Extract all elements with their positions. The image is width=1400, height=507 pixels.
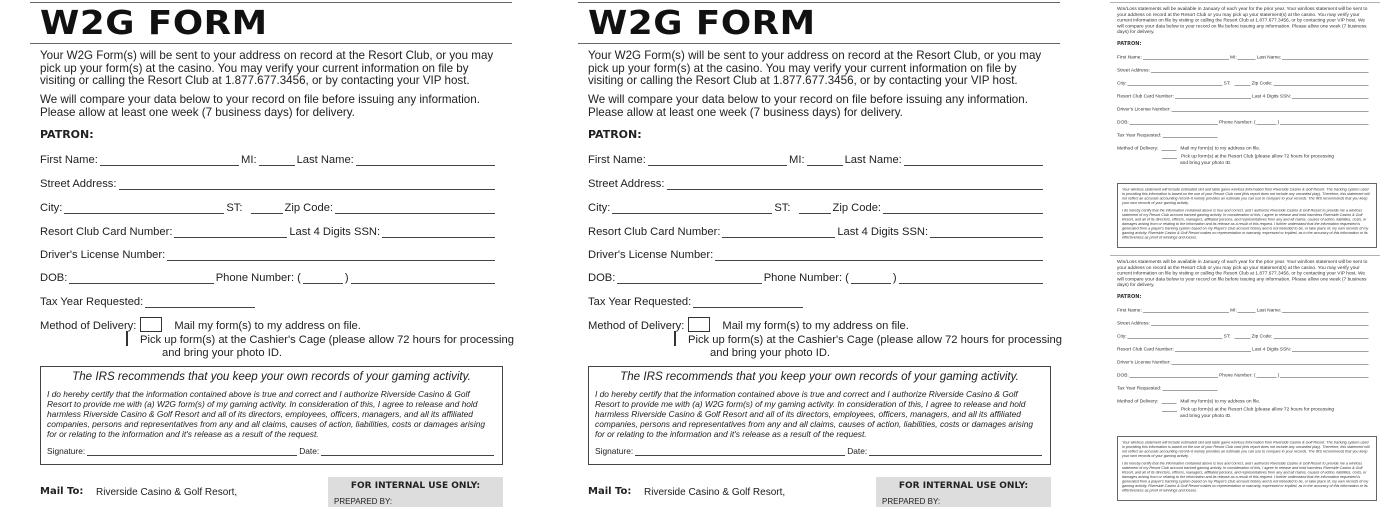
top-rule <box>1110 2 1380 3</box>
mail-to-label: Mail To: <box>40 486 84 497</box>
pickup-row <box>40 332 514 346</box>
patron-heading: PATRON: <box>1117 294 1142 300</box>
dob-label: DOB: <box>1117 119 1129 125</box>
zip-code-input[interactable] <box>1273 81 1368 86</box>
tax-year-label: Tax Year Requested: <box>588 296 692 308</box>
card-row <box>1117 93 1370 99</box>
signature-row <box>589 439 1050 456</box>
drivers-license-input[interactable] <box>1172 107 1369 112</box>
certification-text: I do hereby certify that the information contained above is true and correct and I authorize Riverside Casino & Golf Resort to provide me with (a) W2G form(s) of my gaming activity. In consideration of this, I agree to release and hold harmless Riverside Casino & Golf Resort and all of its directors, employees, officers, managers, and all its affiliated companies, persons and representatives from any and all claims, causes of action, liabilities, costs or damages arising for or relating to the information and it's release as a result of the request. <box>595 389 1034 439</box>
winloss-form-copy-1 <box>1110 0 1380 250</box>
tax-year-input[interactable] <box>1162 386 1217 391</box>
dob-label: DOB: <box>1117 372 1129 378</box>
first-name-input[interactable] <box>100 156 239 166</box>
city-row <box>1117 333 1370 339</box>
compare-line-2: Please allow at least one week (7 business days) for delivery. <box>40 105 355 119</box>
delivery-row <box>40 318 497 332</box>
street-address-input[interactable] <box>119 180 496 190</box>
street-row <box>588 176 1045 190</box>
mail-delivery-checkbox[interactable] <box>1161 399 1176 404</box>
mi-input[interactable] <box>259 156 295 166</box>
name-row <box>1117 307 1370 313</box>
mi-label: MI: <box>1230 307 1237 313</box>
last-name-label: Last Name: <box>1256 307 1282 313</box>
disclaimer-text: Your win/loss statement will include estimated slot and table game win/loss information from Riverside Casino & Golf Resort. The tracking system used in providing this information is based on the use of your Resort Club card (this report does not include any uncarded play). Therefore, this statement will not reflect an accurate accounting record–it merely provides an estimate you can use to compare to your records. The IRS recommends that you keep your own records of your gaming activity. <box>1122 187 1370 205</box>
pickup-row-2 <box>1117 160 1370 166</box>
street-row <box>40 176 497 190</box>
phone-close-label: ) <box>344 272 349 284</box>
compare-line-2: Please allow at least one week (7 business days) for delivery. <box>588 105 903 119</box>
tax-year-label: Tax Year Requested: <box>1117 132 1162 138</box>
resort-club-card-label: Resort Club Card Number: <box>1117 93 1174 99</box>
name-row <box>588 152 1045 166</box>
mail-address: Riverside Casino & Golf Resort, <box>96 487 238 498</box>
street-address-input[interactable] <box>1151 321 1369 326</box>
tax-year-row <box>588 294 1045 308</box>
internal-use-heading: FOR INTERNAL USE ONLY: <box>350 481 481 491</box>
certification-box <box>588 366 1051 465</box>
city-label: City: <box>588 202 611 214</box>
mail-delivery-checkbox[interactable] <box>688 317 710 332</box>
mi-label: MI: <box>241 154 257 166</box>
date-input[interactable] <box>869 448 1042 456</box>
delivery-row <box>588 318 1045 332</box>
delivery-row <box>1117 398 1370 404</box>
w2g-form-copy-2 <box>578 0 1062 506</box>
compare-line-1: We will compare your data below to your record on file before issuing any information. <box>40 93 480 106</box>
phone-close-label: ) <box>1277 119 1280 125</box>
mi-input[interactable] <box>1238 308 1256 313</box>
mail-delivery-label: Mail my form(s) to my address on file. <box>174 320 361 332</box>
prepared-by-label: PREPARED BY: <box>882 497 941 506</box>
phone-label: Phone Number: ( <box>1219 372 1256 378</box>
pickup-row-2 <box>588 345 1045 359</box>
first-name-input[interactable] <box>1143 308 1229 313</box>
winloss-form-copy-2 <box>1110 253 1380 503</box>
resort-club-card-input[interactable] <box>1175 347 1251 352</box>
city-label: City: <box>40 202 63 214</box>
city-input[interactable] <box>1128 334 1223 339</box>
dob-row <box>40 270 497 284</box>
compare-text <box>588 94 1053 119</box>
drivers-license-label: Driver's License Number: <box>1117 106 1171 112</box>
first-name-input[interactable] <box>648 156 787 166</box>
st-input[interactable] <box>1235 334 1251 339</box>
mail-delivery-checkbox[interactable] <box>1161 146 1176 151</box>
drivers-license-input[interactable] <box>715 251 1043 261</box>
disclaimer-text: Your win/loss statement will include estimated slot and table game win/loss information from Riverside Casino & Golf Resort. The tracking system used in providing this information is based on the use of your Resort Club card (this report does not include any uncarded play). Therefore, this statement will not reflect an accurate accounting record–it merely provides an estimate you can use to compare to your records. The IRS recommends that you keep your own records of your gaming activity. <box>1122 440 1370 458</box>
phone-input[interactable] <box>1277 119 1368 125</box>
phone-close-label: ) <box>892 272 897 284</box>
delivery-label: Method of Delivery: <box>588 320 685 332</box>
license-row <box>40 247 497 261</box>
dob-input[interactable] <box>617 274 761 284</box>
date-label: Date: <box>847 446 868 456</box>
zip-code-label: Zip Code: <box>832 202 882 214</box>
phone-input[interactable] <box>351 274 495 284</box>
internal-use-box <box>876 477 1051 507</box>
pickup-row <box>1117 406 1370 412</box>
ssn-label: Last 4 Digits SSN: <box>837 226 929 238</box>
phone-input[interactable] <box>899 274 1043 284</box>
tax-year-input[interactable] <box>145 298 255 308</box>
irs-note: The IRS recommends that you keep your own records of your gaming activity. <box>72 370 471 383</box>
name-row <box>1117 54 1370 60</box>
disclaimer-box <box>1117 183 1377 248</box>
last-name-label: Last Name: <box>844 154 902 166</box>
mail-address: Riverside Casino & Golf Resort, <box>644 487 786 498</box>
compare-line-1: We will compare your data below to your record on file before issuing any information. <box>588 93 1028 106</box>
pickup-row-2 <box>1117 413 1370 419</box>
first-name-label: First Name: <box>588 154 646 166</box>
phone-input[interactable] <box>1277 372 1368 378</box>
tax-year-input[interactable] <box>1162 133 1217 138</box>
city-label: City: <box>1117 333 1127 339</box>
top-rule <box>1110 255 1380 256</box>
pickup-delivery-label: Pick up form(s) at the Cashier's Cage (please allow 72 hours for processing <box>688 334 1062 346</box>
card-row <box>40 224 497 238</box>
ssn-input[interactable] <box>1292 347 1368 352</box>
st-label: ST: <box>1223 333 1231 339</box>
ssn-input[interactable] <box>382 228 495 238</box>
st-label: ST: <box>774 202 791 214</box>
last-name-input[interactable] <box>904 156 1043 166</box>
license-row <box>1117 106 1370 112</box>
drivers-license-input[interactable] <box>1172 360 1369 365</box>
signature-row <box>41 439 502 456</box>
resort-club-card-label: Resort Club Card Number: <box>588 226 721 238</box>
drivers-license-label: Driver's License Number: <box>1117 359 1171 365</box>
last-name-label: Last Name: <box>296 154 354 166</box>
pickup-delivery-checkbox[interactable] <box>674 331 676 346</box>
street-address-label: Street Address: <box>40 178 117 190</box>
certification-text: I do hereby certify that the information contained above is true and correct and I authorize Riverside Casino & Golf Resort to provide me with (a) W2G form(s) of my gaming activity. In consideration of this, I agree to release and hold harmless Riverside Casino & Golf Resort and all of its directors, employees, officers, managers, and all its affiliated companies, persons and representatives from any and all claims, causes of action, liabilities, costs or damages arising for or relating to the information and it's release as a result of the request. <box>47 389 486 439</box>
pickup-row <box>1117 153 1370 159</box>
resort-club-card-input[interactable] <box>174 228 287 238</box>
city-row <box>1117 80 1370 86</box>
winloss-intro-text: Win/Loss statements will be available in January of each year for the prior year. Your win/loss statement will be sent to your address on record at the Resort Club or you may pick up your statement(s) at the casino. You may verify your current information on file by visiting or calling the Resort Club at 1.877.677.3456, or by contacting your VIP host. We will compare your data below to your record on file before issuing any information. Please allow one week (7 business days) for delivery. <box>1117 259 1368 288</box>
phone-label: Phone Number: ( <box>763 272 849 284</box>
mi-input[interactable] <box>807 156 843 166</box>
dob-input[interactable] <box>69 274 213 284</box>
mi-label: MI: <box>789 154 805 166</box>
pickup-delivery-2-label: and bring your photo ID. <box>162 347 283 359</box>
pickup-delivery-2-label: and bring your photo ID. <box>1180 160 1232 166</box>
street-address-input[interactable] <box>1151 68 1369 73</box>
tax-year-row <box>1117 385 1370 391</box>
intro-text: Your W2G Form(s) will be sent to your address on record at the Resort Club, or you may pick up your form(s) at the casino. You may verify your current information on file by visiting or calling the Resort Club at 1.877.677.3456, or by contacting your VIP host. <box>40 49 494 88</box>
last-name-input[interactable] <box>1282 308 1368 313</box>
city-input[interactable] <box>64 204 224 214</box>
first-name-label: First Name: <box>1117 307 1142 313</box>
patron-heading: PATRON: <box>1117 41 1142 47</box>
street-address-label: Street Address: <box>1117 320 1150 326</box>
mail-delivery-label: Mail my form(s) to my address on file. <box>1180 398 1261 404</box>
street-row <box>1117 67 1370 73</box>
street-address-label: Street Address: <box>1117 67 1150 73</box>
phone-label: Phone Number: ( <box>1219 119 1256 125</box>
pickup-delivery-label: Pick up form(s) at the Resort Club (please allow 72 hours for processing <box>1181 153 1335 159</box>
phone-label: Phone Number: ( <box>215 272 301 284</box>
certification-box <box>40 366 503 465</box>
delivery-label: Method of Delivery: <box>40 320 137 332</box>
form-title: W2G FORM <box>40 3 268 42</box>
st-input[interactable] <box>1235 81 1251 86</box>
street-address-label: Street Address: <box>588 178 665 190</box>
dob-row <box>588 270 1045 284</box>
resort-club-card-label: Resort Club Card Number: <box>1117 346 1174 352</box>
ssn-input[interactable] <box>930 228 1043 238</box>
street-address-input[interactable] <box>667 180 1044 190</box>
form-title: W2G FORM <box>588 3 816 42</box>
certification-text: I do hereby certify that the information contained above is true and correct, and I authorize Riverside Casino & Golf Resort to provide me a win/loss statement of my Resort Club account tracked gaming activity. In consideration of this, I agree to release and hold harmless Riverside Casino & Golf Resort, and all of its directors, officers, managers, affiliated persons, and representatives from any and all claims, causes of action, liabilities, costs, or damages arising from or relating to the information and its release as a result of this request. I further understand that the information requested is generated from a player's tracking system based on my Player's Club account history and is not intended to be, or take place of, my own records of my gaming activity. Riverside Casino & Golf Resort makes no representation or warranty, expressed or implied, as to the accuracy of this information or its effectiveness as proof of winnings and losses. <box>1122 461 1369 493</box>
ssn-label: Last 4 Digits SSN: <box>289 226 381 238</box>
city-input[interactable] <box>1128 81 1223 86</box>
mail-delivery-checkbox[interactable] <box>140 317 162 332</box>
title-rule <box>30 43 512 44</box>
dob-label: DOB: <box>40 272 68 284</box>
city-row <box>40 200 497 214</box>
date-input[interactable] <box>321 448 494 456</box>
ssn-label: Last 4 Digits SSN: <box>1252 93 1292 99</box>
w2g-form-copy-1 <box>30 0 514 506</box>
tax-year-row <box>1117 132 1370 138</box>
signature-label: Signature: <box>47 446 86 456</box>
pickup-delivery-2-label: and bring your photo ID. <box>1180 413 1232 419</box>
mail-delivery-label: Mail my form(s) to my address on file. <box>1180 145 1261 151</box>
last-name-input[interactable] <box>1282 55 1368 60</box>
license-row <box>1117 359 1370 365</box>
delivery-label: Method of Delivery: <box>1117 145 1159 151</box>
resort-club-card-input[interactable] <box>722 228 835 238</box>
st-input[interactable] <box>251 204 283 214</box>
signature-input[interactable] <box>635 448 845 456</box>
winloss-intro-text: Win/Loss statements will be available in January of each year for the prior year. Your win/loss statement will be sent to your address on record at the Resort Club or you may pick up your statement(s) at the casino. You may verify your current information on file by visiting or calling the Resort Club at 1.877.677.3456, or by contacting your VIP host. We will compare your data below to your record on file before issuing any information. Please allow one week (7 business days) for delivery. <box>1117 6 1368 35</box>
dob-input[interactable] <box>1130 120 1218 125</box>
tax-year-label: Tax Year Requested: <box>40 296 144 308</box>
date-label: Date: <box>299 446 320 456</box>
irs-note: The IRS recommends that you keep your own records of your gaming activity. <box>620 370 1019 383</box>
intro-text: Your W2G Form(s) will be sent to your address on record at the Resort Club, or you may pick up your form(s) at the casino. You may verify your current information on file by visiting or calling the Resort Club at 1.877.677.3456, or by contacting your VIP host. <box>588 49 1042 88</box>
pickup-delivery-label: Pick up form(s) at the Cashier's Cage (please allow 72 hours for processing <box>140 334 514 346</box>
license-row <box>588 247 1045 261</box>
drivers-license-label: Driver's License Number: <box>40 249 166 261</box>
prepared-by-label: PREPARED BY: <box>334 497 393 506</box>
card-row <box>1117 346 1370 352</box>
pickup-delivery-label: Pick up form(s) at the Resort Club (please allow 72 hours for processing <box>1181 406 1335 412</box>
phone-area-input[interactable] <box>1257 120 1277 125</box>
mail-to-label: Mail To: <box>588 486 632 497</box>
street-row <box>1117 320 1370 326</box>
patron-heading: PATRON: <box>588 128 642 141</box>
title-rule <box>578 43 1060 44</box>
patron-heading: PATRON: <box>40 128 94 141</box>
city-label: City: <box>1117 80 1127 86</box>
zip-code-label: Zip Code: <box>284 202 334 214</box>
drivers-license-input[interactable] <box>167 251 495 261</box>
city-row <box>588 200 1045 214</box>
dob-row <box>1117 372 1370 378</box>
signature-input[interactable] <box>87 448 297 456</box>
certification-text: I do hereby certify that the information contained above is true and correct, and I authorize Riverside Casino & Golf Resort to provide me a win/loss statement of my Resort Club account tracked gaming activity. In consideration of this, I agree to release and hold harmless Riverside Casino & Golf Resort, and all of its directors, officers, managers, affiliated persons, and representatives from any and all claims, causes of action, liabilities, costs, or damages arising from or relating to the information and its release as a result of this request. I further understand that the information requested is generated from a player's tracking system based on my Player's Club account history and is not intended to be, or take place of, my own records of my gaming activity. Riverside Casino & Golf Resort makes no representation or warranty, expressed or implied, as to the accuracy of this information or its effectiveness as proof of winnings and losses. <box>1122 208 1369 240</box>
phone-area-input[interactable] <box>303 274 343 284</box>
st-label: ST: <box>226 202 243 214</box>
dob-label: DOB: <box>588 272 616 284</box>
last-name-input[interactable] <box>356 156 495 166</box>
drivers-license-label: Driver's License Number: <box>588 249 714 261</box>
mi-label: MI: <box>1230 54 1237 60</box>
internal-use-box <box>328 477 503 507</box>
pickup-row-2 <box>40 345 497 359</box>
zip-code-input[interactable] <box>335 204 495 214</box>
st-input[interactable] <box>799 204 831 214</box>
tax-year-label: Tax Year Requested: <box>1117 385 1162 391</box>
internal-use-heading: FOR INTERNAL USE ONLY: <box>898 481 1029 491</box>
mail-delivery-label: Mail my form(s) to my address on file. <box>722 320 909 332</box>
ssn-label: Last 4 Digits SSN: <box>1252 346 1292 352</box>
phone-area-input[interactable] <box>1257 373 1277 378</box>
delivery-label: Method of Delivery: <box>1117 398 1159 404</box>
delivery-row <box>1117 145 1370 151</box>
phone-area-input[interactable] <box>851 274 891 284</box>
dob-row <box>1117 119 1370 125</box>
pickup-row <box>588 332 1062 346</box>
pickup-delivery-2-label: and bring your photo ID. <box>710 347 831 359</box>
city-input[interactable] <box>612 204 772 214</box>
first-name-label: First Name: <box>40 154 98 166</box>
phone-close-label: ) <box>1277 372 1280 378</box>
zip-code-label: Zip Code: <box>1251 80 1273 86</box>
disclaimer-box <box>1117 436 1377 501</box>
zip-code-input[interactable] <box>883 204 1043 214</box>
pickup-delivery-checkbox[interactable] <box>1162 154 1177 159</box>
first-name-input[interactable] <box>1143 55 1229 60</box>
compare-text <box>40 94 505 119</box>
st-label: ST: <box>1223 80 1231 86</box>
card-row <box>588 224 1045 238</box>
pickup-delivery-checkbox[interactable] <box>126 331 128 346</box>
zip-code-label: Zip Code: <box>1251 333 1273 339</box>
signature-label: Signature: <box>595 446 634 456</box>
mi-input[interactable] <box>1238 55 1256 60</box>
last-name-label: Last Name: <box>1256 54 1282 60</box>
resort-club-card-label: Resort Club Card Number: <box>40 226 173 238</box>
first-name-label: First Name: <box>1117 54 1142 60</box>
pickup-delivery-checkbox[interactable] <box>1162 407 1177 412</box>
dob-input[interactable] <box>1130 373 1218 378</box>
tax-year-input[interactable] <box>693 298 803 308</box>
name-row <box>40 152 497 166</box>
zip-code-input[interactable] <box>1273 334 1368 339</box>
tax-year-row <box>40 294 497 308</box>
resort-club-card-input[interactable] <box>1175 94 1251 99</box>
ssn-input[interactable] <box>1292 94 1368 99</box>
